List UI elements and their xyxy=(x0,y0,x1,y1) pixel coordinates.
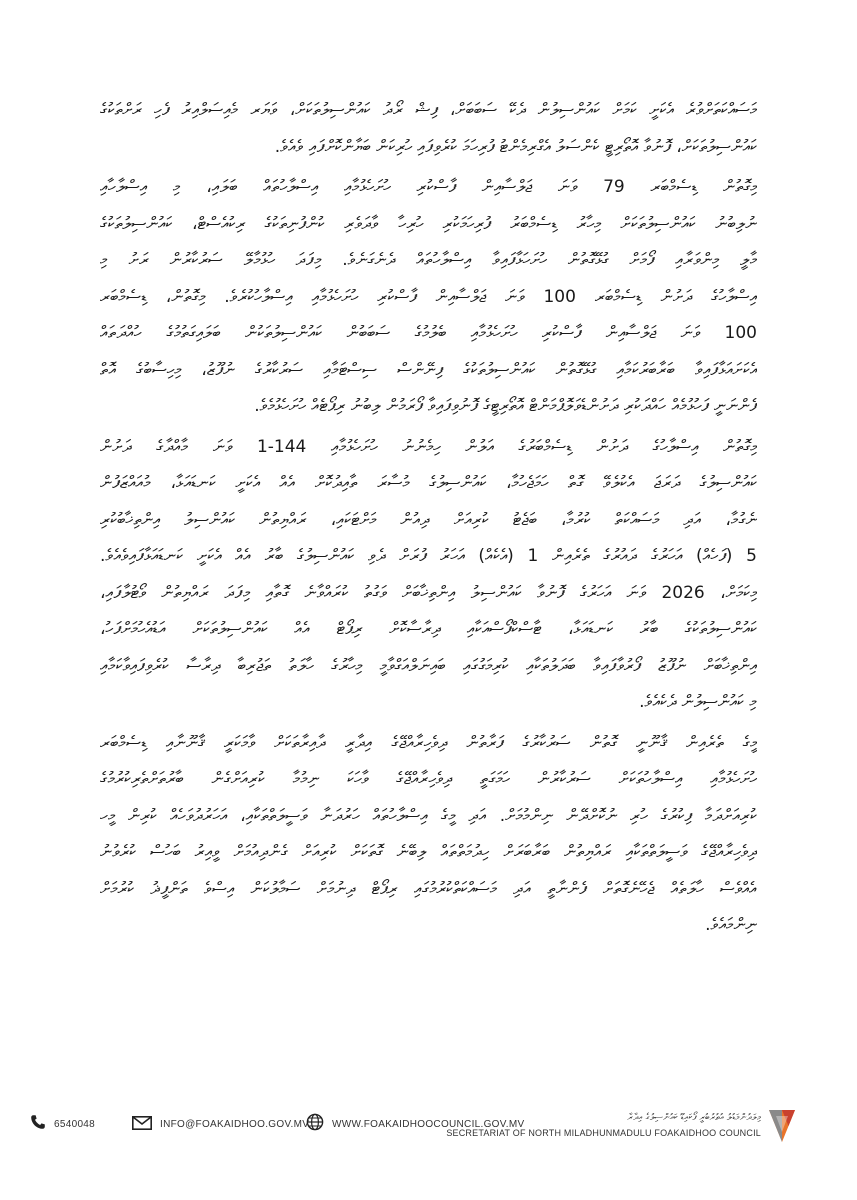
text-line: 100 ވަނަ ޖަލްސާއިން ފާސްކުރި ހުށަހެޅުމާއި ބެލުމުގެ ސަބަބުން ކައުންސިލުތަކުން ބަލައިގަތުމުގެ ހުއްދަތައް xyxy=(100,323,757,343)
paragraph-1 xyxy=(100,92,757,165)
text-line: މާލީ މިންވަރާއި ފޯމަށް ގުޅޭގޮތުން ހުށަހަޅާފައިވާ އިސްލާހުތައް ދެނެގަނެވެ. މިފަދަ ހުޅުމާލޭ ސަރުކާރުން ރަށު މި xyxy=(100,250,757,270)
text-line: ކުރިއަށްދަމާ ފިކުރުގެ ހުރި ނުކޮށްދޭން ނިންމުމަށް. އަދި މީގެ އިސްލާހުތައް ހަރުދަނާ ވަސީލަތްތަކާއި، އަހަރުދުވަހެއް ކުރިން މީހ xyxy=(100,805,757,826)
text-line: 5 (ފަހެއް) އަހަރުގެ ދައުރުގެ ތެރެއިން 1 (އެކެއް) އަހަރު ފުރަށް ދެވި ކައުންސިލުގެ ބާރު އެއް އެކަށީ ކަނޑައަޅާފައިވެއެވެ. xyxy=(100,546,757,566)
paragraph-2 xyxy=(100,169,757,425)
text-line: މަސައްކަތަށްވުރެ އެކަށީ ކަމަށް ކައުންސިލުން ދެކޭ ސަބަބަށް، ފިޝް ރޯދު ކައުންސިލުތަކަށް، ވަޔަރ މެއިސަލްއިރު ފެހި ރަށްތަކުގެ xyxy=(100,100,757,120)
letter-footer xyxy=(30,1102,797,1146)
globe-icon xyxy=(306,1113,324,1135)
text-line: ހުށަހެޅުމާއި އިސްލާހުތަކަށް ސަރުކާރުން ހަމަގަތީ ދިވެހިރާއްޖޭގެ ވާހަކަ ނިމުމާ ކުރިއަށްގެން ބާރުތަށްތެރިކުރުމުގެ xyxy=(100,769,757,789)
council-name-block xyxy=(446,1110,761,1140)
text-line: ކައުންސިލުގެ ދަރަޖަ އެކުލެވޭ ގޮތް ހަމަޖެހުމާ، ކައުންސިލުގެ މުސާރަ ތާއިދުކޮށް އެއް އެކަށީ ކަނޑައަޅާ، މުއައްޒަފުން xyxy=(100,473,757,493)
text-line: މީގެ ތެރެއިން ޤާނޫނީ ގޮތުން ސަރުކާރުގެ ފަރާތުން ދިވެހިރާއްޖޭގެ އިދާރީ ދާއިރާތަކަށް ވާމަކަރީ ޤާނޫނާއި ޑިސެމްބަރ xyxy=(100,732,757,753)
footer-phone xyxy=(30,1114,95,1134)
paragraph-4 xyxy=(100,725,757,944)
text-line: ކައުންސިލުތަކަށް، ފޮނުވާ އޮތޯރިޓީ ކެންސަލު އެގްރިމެންޓު ފުރިހަމަ ކުރެވިފައި ހުރިކަން ބަޔާންކޮށްފައި ވެއެވެ. xyxy=(274,136,757,157)
text-line: ނިންމައެވެ. xyxy=(705,915,757,935)
footer-email xyxy=(132,1114,309,1134)
website-url: WWW.FOAKAIDHOOCOUNCIL.GOV.MV xyxy=(332,1118,525,1130)
text-line: މިގޮތުން ޑިސެމްބަރ 79 ވަނަ ޖަލްސާއިން ފާސްކުރި ހުށަހެޅުމާއި އިސްލާހުތައް ބަލައި، މި އިސްލާހާއި xyxy=(100,177,757,197)
text-line: ކައުންސިލުތަކުގެ ބާރު ކަނޑައަޅާ، ޓާސްކްފޯސްއަކާއި ދިރާސާކޮށް ރިޕޯޓް އެއް ކައުންސިލުތަކަށް އަޑުއެހުމަށްފަހު، xyxy=(100,619,757,639)
text-line: އެއްވެސް ހާލަތެއް ޖެހޭނެގޮތަށް ފެންނާތީ އަދި މަސައްކަތްކުރުމުގައި ރިޕޯޓް ދިނުމަށް ސަމާލުކަން އިސްވެ ތަންފީޛު ކުރުމަށް xyxy=(100,878,757,899)
phone-icon xyxy=(30,1114,46,1134)
letter-body xyxy=(100,92,757,948)
email-icon xyxy=(132,1115,152,1134)
paragraph-3 xyxy=(100,429,757,721)
text-line: މިކަމަށް، 2026 ވަނަ އަހަރުގެ ފޮނުވާ ކައުންސިލު އިންތިޚާބަށް ވަގުތު ކުރައްވާނެ ގޮތާއި މިފަދަ ރައްޔިތުން ވޯޓުލާފައި، xyxy=(100,582,757,603)
email-address: INFO@FOAKAIDHOO.GOV.MV xyxy=(160,1118,310,1130)
text-line: ފެންނަނީ ފަހުޅުމެއް ހައްދަކުރި ދަށުންޑެވަލޮޕްމަންޓް އޮތޯރިޓީގެ ފޮނުވިފައިވާ ފޯރަމުން ލިބުނު ރިޕޯޓެއް ހުށަހެޅުމެވެ. xyxy=(254,396,757,416)
phone-number: 6540048 xyxy=(54,1118,96,1130)
text-line: ނެގުމާ، އަދި މަސައްކަތް ކުރުމާ، ބަޖެޓު ކުރިއަށް ދިއުން މަށްޓަކައި، ރައްޔިތުން ކައުންސިލު އިންތިޚާބުކުރި xyxy=(100,509,757,530)
council-name-dhivehi: މިލަދުންމަޑުލު އުތުރުބުރީ ފޯކައިޑޫ ކައުންސިލުގެ އިދާރާ xyxy=(627,1112,761,1123)
text-line: މިގޮތުން އިސްލާހުގެ ދަށުން ޑިސެމްބަރުގެ އަލުން ހިމެނުނު ހުށަހެޅުމާއި 144-1 ވަނަ މާއްދާގެ ދަށުން xyxy=(100,436,757,457)
text-line: އިންތިޚާބަށް ނުފޫޒު ފޯރުވާފައިވާ ބަދަލުތަކާއި ކުރިމަގުގައި ބައިނަލްއަގްވާމީ މިހާރުގެ ހާލަތު ތަޖުރިބާ ދިރާސާ ކުރެވިފައިވާކަމާއި xyxy=(100,655,757,676)
council-name-english: SECRETARIAT OF NORTH MILADHUNMADULU FOAKAIDHOO COUNCIL xyxy=(446,1128,761,1138)
text-line: އެކަށައަޅާފައިވާ ބަރާބަރުކަމާއި ގުޅޭގޮތުން ކައުންސިލުތަކުގެ ފިނޭންސް ސިސްޓަމާއި ސަރުކާރުގެ ނުފޫޒު، މިހިސާބުގެ އޮތް xyxy=(100,359,757,380)
text-line: ނުލިބުނު ކައުންސިލުތަކަށް މިހާރު ޑިސެމްބަރު ފުރިހަމަކުރި ހުރިހާ ވާދަވެރި ކުންފުނިތަކުގެ ރިކުއެސްޓް، ކައުންސިލުތަކުގެ xyxy=(100,213,757,234)
text-line: އިސްލާހުގެ ދަށުން ޑިސެމްބަރ 100 ވަނަ ޖަލްސާއިން ފާސްކުރި ހުށަހެޅުމާއި އިސްލާހުކުރެވެ. މިގޮތުން، ޑިސެމްބަރ xyxy=(100,286,757,307)
council-logo xyxy=(767,1104,797,1148)
text-line: ދިވެހިރާއްޖޭގެ ވަސީލަތްތަކާއި ރައްޔިތުން ބަރާބަރަށް ހިދުމަތްތައް ލިބޭނެ ގޮތަކަށް ކުރިއަށް ގެންދިއުމަށް ވީއިރު ބަހުސް ކުރެވުނު xyxy=(100,842,757,862)
text-line: މި ކައުންސިލުން ދެކެއެވެ. xyxy=(639,692,757,712)
